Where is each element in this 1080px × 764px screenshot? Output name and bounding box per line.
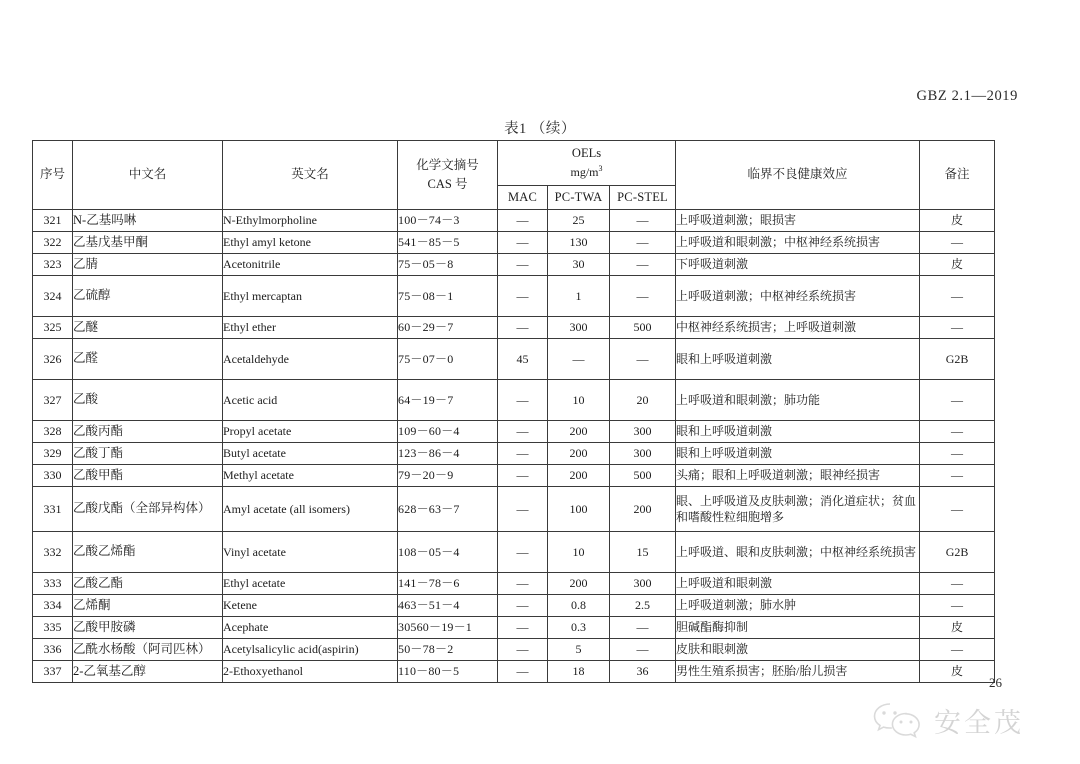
health-effect: 上呼吸道刺激；肺水肿 [676,594,920,616]
pc-twa-value: 130 [548,231,610,253]
column-header-oels [498,141,676,186]
no: 336 [33,638,73,660]
table-row [33,275,995,316]
pc-twa-value: 5 [548,638,610,660]
mac-value: — [498,420,548,442]
column-header-cas [398,141,498,210]
page-number: 26 [989,675,1002,690]
remark: — [920,442,995,464]
mac-value: — [498,594,548,616]
occupational-exposure-limits-table [32,140,995,683]
mac-value: — [498,209,548,231]
no: 324 [33,275,73,316]
mac-value: — [498,486,548,531]
remark: 皮 [920,616,995,638]
no: 323 [33,253,73,275]
table-row [33,442,995,464]
pc-stel-value: 36 [610,660,676,682]
column-header-note: 备注 [920,141,995,210]
table-row [33,638,995,660]
pc-twa-value: — [548,338,610,379]
health-effect: 眼和上呼吸道刺激 [676,420,920,442]
health-effect: 下呼吸道刺激 [676,253,920,275]
pc-stel-value: — [610,209,676,231]
remark: — [920,275,995,316]
cas-number: 110－80－5 [398,660,498,682]
chemical-name-en: Acetonitrile [223,253,398,275]
chemical-name-en: Acetylsalicylic acid(aspirin) [223,638,398,660]
health-effect: 上呼吸道刺激；中枢神经系统损害 [676,275,920,316]
cas-number: 628－63－7 [398,486,498,531]
cas-number: 75－05－8 [398,253,498,275]
chemical-name-cn: 乙醚 [73,316,223,338]
chemical-name-en: Acetic acid [223,379,398,420]
table-header [33,141,995,210]
remark: G2B [920,338,995,379]
pc-stel-value: 300 [610,442,676,464]
pc-stel-value: — [610,638,676,660]
remark: — [920,572,995,594]
pc-twa-value: 1 [548,275,610,316]
remark: 皮 [920,209,995,231]
remark: — [920,420,995,442]
cas-number: 64－19－7 [398,379,498,420]
mac-value: — [498,660,548,682]
health-effect: 眼、上呼吸道及皮肤刺激；消化道症状；贫血和嗜酸性粒细胞增多 [676,486,920,531]
cas-number: 60－29－7 [398,316,498,338]
pc-twa-value: 200 [548,464,610,486]
column-header-no: 序号 [33,141,73,210]
mac-value: — [498,231,548,253]
remark: 皮 [920,660,995,682]
table-row [33,572,995,594]
chemical-name-cn: 乙烯酮 [73,594,223,616]
cas-header-line2: CAS 号 [427,176,468,191]
table-row [33,420,995,442]
no: 332 [33,531,73,572]
table-body [33,209,995,682]
health-effect: 眼和上呼吸道刺激 [676,442,920,464]
remark: 皮 [920,253,995,275]
chemical-name-cn: 乙酸乙酯 [73,572,223,594]
pc-twa-value: 200 [548,572,610,594]
no: 330 [33,464,73,486]
table-row [33,231,995,253]
remark: G2B [920,531,995,572]
oels-label: OELs [571,146,602,160]
cas-number: 541－85－5 [398,231,498,253]
remark: — [920,638,995,660]
column-header-chinese-name: 中文名 [73,141,223,210]
mac-value: — [498,572,548,594]
mac-value: — [498,464,548,486]
no: 322 [33,231,73,253]
pc-twa-value: 25 [548,209,610,231]
mac-value: — [498,638,548,660]
health-effect: 眼和上呼吸道刺激 [676,338,920,379]
pc-stel-value: 300 [610,572,676,594]
cas-number: 75－07－0 [398,338,498,379]
no: 329 [33,442,73,464]
chemical-name-en: Amyl acetate (all isomers) [223,486,398,531]
remark: — [920,464,995,486]
health-effect: 胆碱酯酶抑制 [676,616,920,638]
remark: — [920,594,995,616]
column-header-pc-stel: PC-STEL [610,185,676,209]
remark: — [920,486,995,531]
table-row [33,379,995,420]
health-effect: 上呼吸道和眼刺激；肺功能 [676,379,920,420]
column-header-english-name: 英文名 [223,141,398,210]
table-row [33,316,995,338]
cas-number: 79－20－9 [398,464,498,486]
chemical-name-cn: 乙酸乙烯酯 [73,531,223,572]
table-row [33,253,995,275]
chemical-name-cn: 乙酰水杨酸（阿司匹林） [73,638,223,660]
chemical-name-cn: N-乙基吗啉 [73,209,223,231]
column-header-effect: 临界不良健康效应 [676,141,920,210]
chemical-name-cn: 2-乙氧基乙醇 [73,660,223,682]
pc-twa-value: 0.8 [548,594,610,616]
pc-stel-value: — [610,275,676,316]
table-row [33,616,995,638]
cas-number: 109－60－4 [398,420,498,442]
chemical-name-en: Ketene [223,594,398,616]
pc-twa-value: 300 [548,316,610,338]
pc-stel-value: 500 [610,464,676,486]
cas-number: 108－05－4 [398,531,498,572]
chemical-name-en: Ethyl ether [223,316,398,338]
chemical-name-en: Ethyl amyl ketone [223,231,398,253]
oels-unit-base: mg/m [570,165,599,180]
pc-twa-value: 10 [548,379,610,420]
pc-stel-value: 20 [610,379,676,420]
table-row [33,338,995,379]
chemical-name-en: N-Ethylmorpholine [223,209,398,231]
pc-stel-value: 500 [610,316,676,338]
cas-number: 100－74－3 [398,209,498,231]
cas-number: 141－78－6 [398,572,498,594]
health-effect: 上呼吸道、眼和皮肤刺激；中枢神经系统损害 [676,531,920,572]
table-row [33,660,995,682]
oels-unit [500,163,673,182]
pc-stel-value: 2.5 [610,594,676,616]
pc-stel-value: 200 [610,486,676,531]
chemical-name-cn: 乙酸 [73,379,223,420]
no: 325 [33,316,73,338]
mac-value: — [498,616,548,638]
watermark-text: 安全茂 [934,707,1024,738]
pc-twa-value: 0.3 [548,616,610,638]
pc-twa-value: 200 [548,420,610,442]
health-effect: 上呼吸道和眼刺激；中枢神经系统损害 [676,231,920,253]
column-header-mac: MAC [498,185,548,209]
column-header-pc-twa: PC-TWA [548,185,610,209]
mac-value: — [498,316,548,338]
remark: — [920,231,995,253]
no: 334 [33,594,73,616]
chemical-name-en: Acephate [223,616,398,638]
cas-number: 30560－19－1 [398,616,498,638]
oel-table-container [32,140,994,683]
pc-stel-value: 300 [610,420,676,442]
chemical-name-en: 2-Ethoxyethanol [223,660,398,682]
chemical-name-en: Ethyl mercaptan [223,275,398,316]
pc-stel-value: — [610,253,676,275]
health-effect: 上呼吸道和眼刺激 [676,572,920,594]
table-row [33,531,995,572]
pc-twa-value: 100 [548,486,610,531]
oels-unit-exponent: 3 [598,164,603,174]
no: 337 [33,660,73,682]
chemical-name-en: Vinyl acetate [223,531,398,572]
chemical-name-cn: 乙酸丁酯 [73,442,223,464]
health-effect: 男性生殖系损害；胚胎/胎儿损害 [676,660,920,682]
chemical-name-cn: 乙醛 [73,338,223,379]
table-row [33,209,995,231]
remark: — [920,316,995,338]
no: 331 [33,486,73,531]
pc-twa-value: 200 [548,442,610,464]
pc-twa-value: 10 [548,531,610,572]
watermark [872,700,1024,740]
chemical-name-cn: 乙酸甲胺磷 [73,616,223,638]
cas-number: 123－86－4 [398,442,498,464]
health-effect: 上呼吸道刺激；眼损害 [676,209,920,231]
chemical-name-cn: 乙酸戊酯（全部异构体） [73,486,223,531]
pc-stel-value: 15 [610,531,676,572]
table-row [33,486,995,531]
pc-stel-value: — [610,616,676,638]
no: 333 [33,572,73,594]
mac-value: — [498,275,548,316]
header-row-primary [33,141,995,186]
mac-value: — [498,253,548,275]
table-row [33,464,995,486]
table-row [33,594,995,616]
health-effect: 中枢神经系统损害；上呼吸道刺激 [676,316,920,338]
chemical-name-en: Propyl acetate [223,420,398,442]
mac-value: — [498,442,548,464]
chemical-name-en: Acetaldehyde [223,338,398,379]
pc-twa-value: 18 [548,660,610,682]
health-effect: 头痛；眼和上呼吸道刺激；眼神经损害 [676,464,920,486]
chemical-name-cn: 乙酸丙酯 [73,420,223,442]
no: 326 [33,338,73,379]
mac-value: — [498,531,548,572]
health-effect: 皮肤和眼刺激 [676,638,920,660]
chemical-name-en: Ethyl acetate [223,572,398,594]
pc-twa-value: 30 [548,253,610,275]
cas-number: 463－51－4 [398,594,498,616]
chemical-name-cn: 乙基戊基甲酮 [73,231,223,253]
cas-number: 50－78－2 [398,638,498,660]
standard-header: GBZ 2.1—2019 [916,88,1018,104]
no: 328 [33,420,73,442]
chemical-name-en: Butyl acetate [223,442,398,464]
pc-stel-value: — [610,231,676,253]
cas-number: 75－08－1 [398,275,498,316]
wechat-icon [872,700,926,740]
table-caption: 表1 （续） [504,121,576,137]
pc-stel-value: — [610,338,676,379]
chemical-name-cn: 乙酸甲酯 [73,464,223,486]
no: 335 [33,616,73,638]
chemical-name-cn: 乙腈 [73,253,223,275]
remark: — [920,379,995,420]
chemical-name-en: Methyl acetate [223,464,398,486]
mac-value: — [498,379,548,420]
no: 321 [33,209,73,231]
chemical-name-cn: 乙硫醇 [73,275,223,316]
cas-header-line1: 化学文摘号 [416,157,479,172]
no: 327 [33,379,73,420]
mac-value: 45 [498,338,548,379]
